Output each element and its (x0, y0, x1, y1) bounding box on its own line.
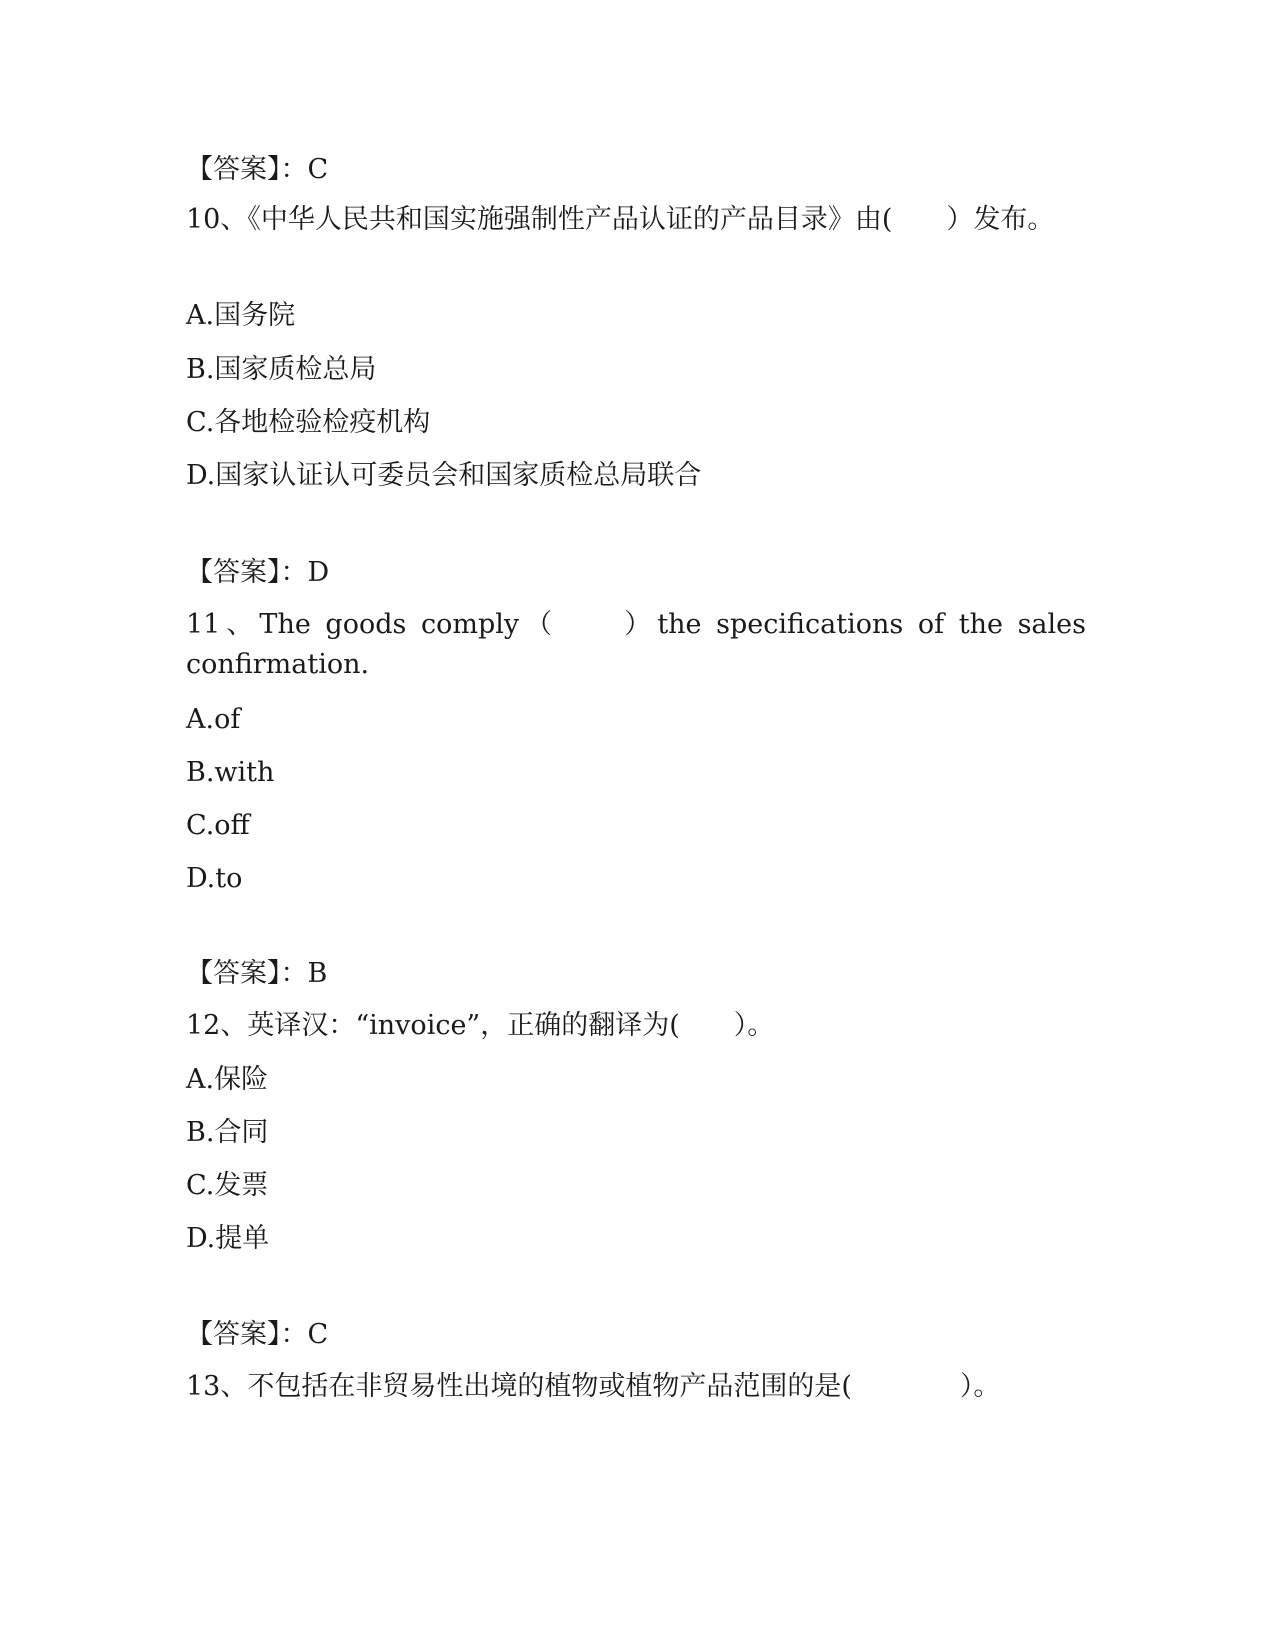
option-10-c: C.各地检验检疫机构 (186, 407, 431, 438)
option-11-c: C.off (186, 810, 250, 841)
option-12-d: D.提单 (186, 1223, 270, 1254)
option-11-a: A.of (186, 704, 241, 735)
option-12-b: B.合同 (186, 1117, 269, 1148)
question-12: 12、英译汉：“invoice”，正确的翻译为( ）。 (186, 1010, 775, 1041)
option-11-d: D.to (186, 863, 243, 894)
answer-q12: 【答案】：C (186, 1319, 329, 1350)
option-12-c: C.发票 (186, 1170, 269, 1201)
answer-q9: 【答案】：C (186, 154, 329, 185)
answer-q10: 【答案】：D (186, 557, 330, 588)
option-10-d: D.国家认证认可委员会和国家质检总局联合 (186, 460, 702, 491)
option-12-a: A.保险 (186, 1064, 269, 1095)
question-10: 10、《中华人民共和国实施强制性产品认证的产品目录》由( ）发布。 (186, 204, 1055, 235)
option-10-b: B.国家质检总局 (186, 354, 377, 385)
answer-q11: 【答案】：B (186, 958, 328, 989)
option-10-a: A.国务院 (186, 300, 296, 331)
question-13: 13、不包括在非贸易性出境的植物或植物产品范围的是( ）。 (186, 1371, 1001, 1402)
option-11-b: B.with (186, 757, 275, 788)
question-11: 11、The goods comply（ ）the specifications of the sales confirmation. (186, 609, 1086, 680)
